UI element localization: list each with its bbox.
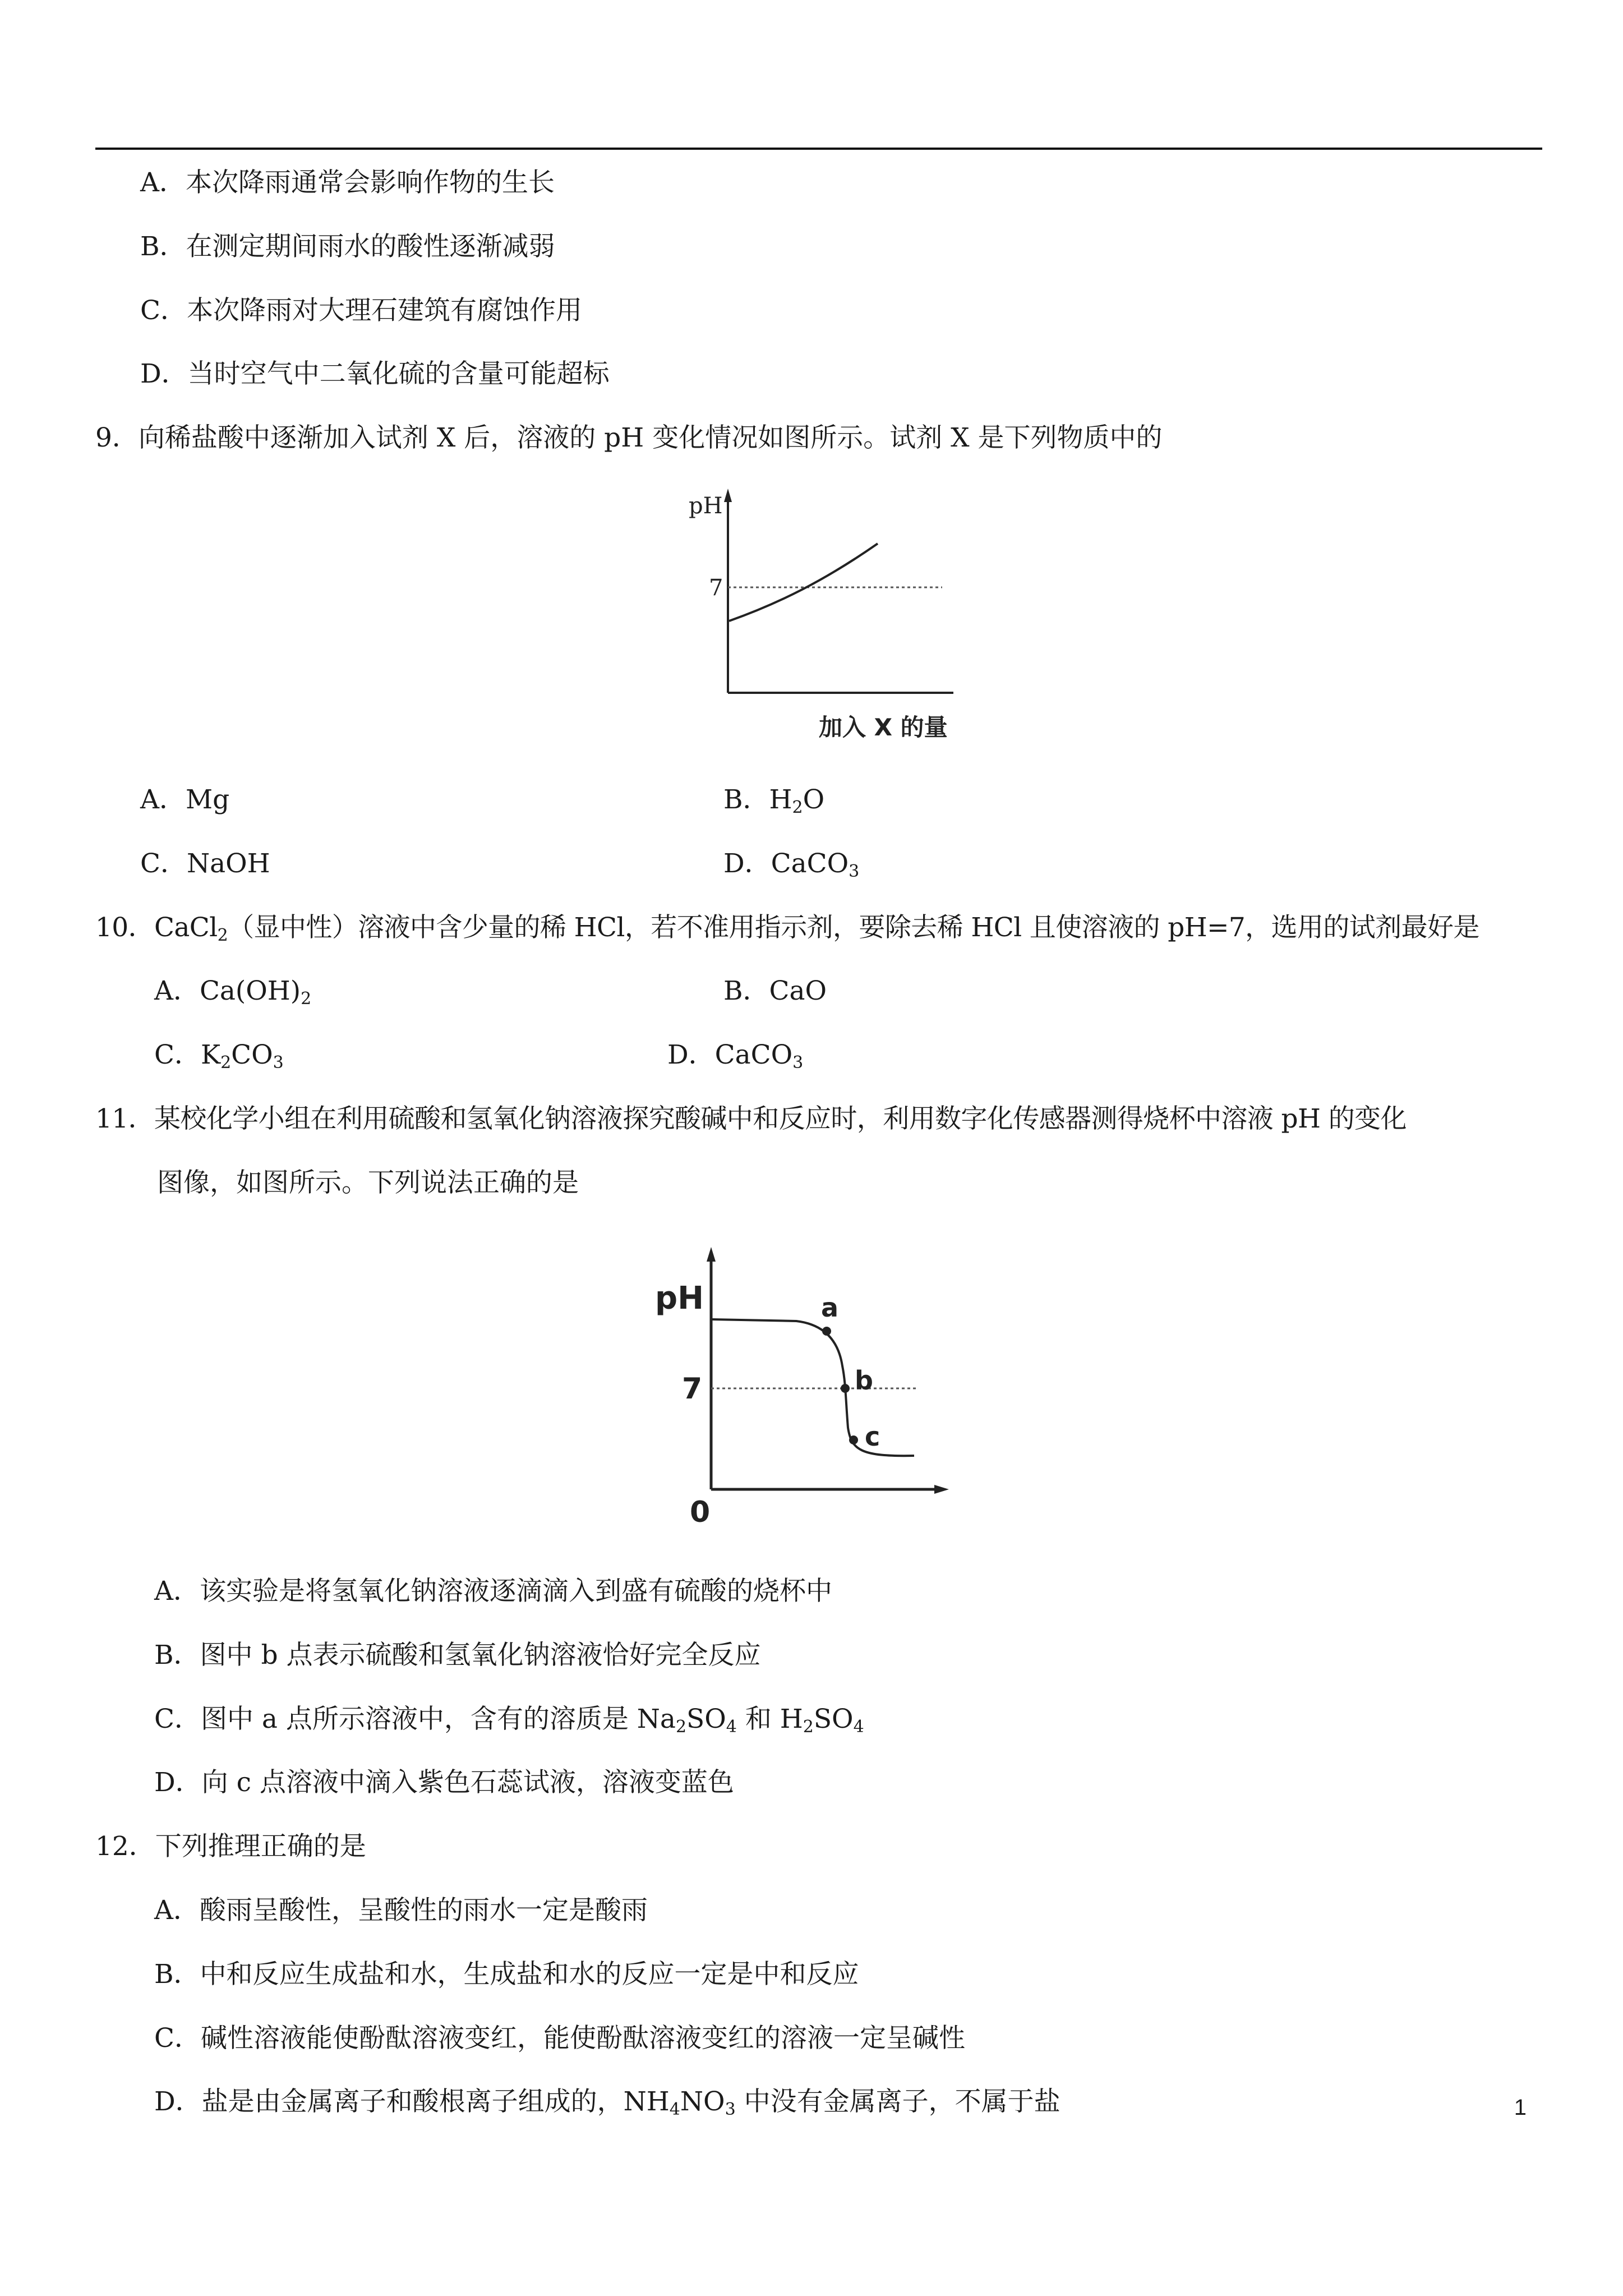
page-number: 1 (1514, 2095, 1527, 2120)
q11-origin-label: 0 (690, 1496, 711, 1529)
q9-y-tick-7: 7 (709, 575, 723, 601)
q12-stem: 12．下列推理正确的是 (95, 1831, 366, 1862)
q9-option-b: B．$H_2O$ (723, 784, 825, 817)
q11-y-tick-7: 7 (682, 1372, 703, 1406)
q10-option-d: D．CaCO$_3$ (667, 1039, 804, 1073)
q10-option-a: A．$Ca(OH)_2$ (154, 976, 312, 1009)
q9-option-c: C．NaOH (140, 848, 270, 879)
q11-ph-figure (645, 1243, 959, 1529)
q10-option-b: B．CaO (723, 976, 827, 1006)
q11-stem-line2: 图像，如图所示。下列说法正确的是 (157, 1167, 579, 1198)
q12-option-c: C．碱性溶液能使酚酞溶液变红，能使酚酞溶液变红的溶液一定呈碱性 (154, 2023, 965, 2054)
q11-label-a: a (821, 1292, 839, 1323)
q8-option-a: A．本次降雨通常会影响作物的生长 (140, 167, 555, 198)
q11-stem-line1: 11．某校化学小组在利用硫酸和氢氧化钠溶液探究酸碱中和反应时，利用数字化传感器测得烧杯中溶液 pH 的变化 (95, 1103, 1407, 1134)
q11-option-b: B．图中 b 点表示硫酸和氢氧化钠溶液恰好完全反应 (154, 1640, 761, 1671)
q8-option-c: C．本次降雨对大理石建筑有腐蚀作用 (140, 295, 582, 326)
q11-option-a: A．该实验是将氢氧化钠溶液逐滴滴入到盛有硫酸的烧杯中 (154, 1576, 832, 1607)
q11-label-c: c (865, 1421, 880, 1452)
q9-y-label: pH (689, 493, 723, 519)
q9-ph-figure (684, 485, 998, 752)
q8-option-b: B．在测定期间雨水的酸性逐渐减弱 (140, 231, 555, 262)
q9-curve (729, 544, 878, 621)
q9-x-label: 加入 X 的量 (819, 714, 948, 741)
q12-option-a: A．酸雨呈酸性，呈酸性的雨水一定是酸雨 (154, 1895, 648, 1926)
q11-y-label: pH (655, 1280, 704, 1317)
q11-point-b (841, 1384, 850, 1393)
q12-option-d: D．盐是由金属离子和酸根离子组成的，$NH_4NO_3$ 中没有金属离子，不属于盐 (154, 2086, 1061, 2119)
q9-y-arrow (724, 489, 732, 502)
q9-option-d: D．CaCO$_3$ (723, 848, 860, 881)
q10-stem: 10．CaCl$_2$（显中性）溶液中含少量的稀 HCl，若不准用指示剂，要除去稀 HCl 且使溶液的 pH=7，选用的试剂最好是 (95, 912, 1479, 945)
q9-stem: 9．向稀盐酸中逐渐加入试剂 X 后，溶液的 pH 变化情况如图所示。试剂 X 是下列物质中的 (95, 422, 1163, 453)
header-rule (95, 148, 1542, 150)
q11-option-d: D．向 c 点溶液中滴入紫色石蕊试液，溶液变蓝色 (154, 1767, 734, 1798)
q11-option-c: C．图中 a 点所示溶液中，含有的溶质是 $Na_2SO_4$ 和 $H_2SO_4$ (154, 1704, 864, 1737)
q10-option-c: C．$K_2CO_3$ (154, 1039, 284, 1073)
q11-y-arrow (707, 1247, 716, 1262)
q11-label-b: b (855, 1365, 873, 1396)
q12-option-b: B．中和反应生成盐和水，生成盐和水的反应一定是中和反应 (154, 1959, 859, 1990)
q11-x-arrow (934, 1485, 949, 1494)
q8-option-d: D．当时空气中二氧化硫的含量可能超标 (140, 358, 610, 389)
q11-point-a (822, 1327, 831, 1336)
q11-point-c (849, 1435, 858, 1444)
q9-option-a: A．Mg (140, 784, 230, 815)
